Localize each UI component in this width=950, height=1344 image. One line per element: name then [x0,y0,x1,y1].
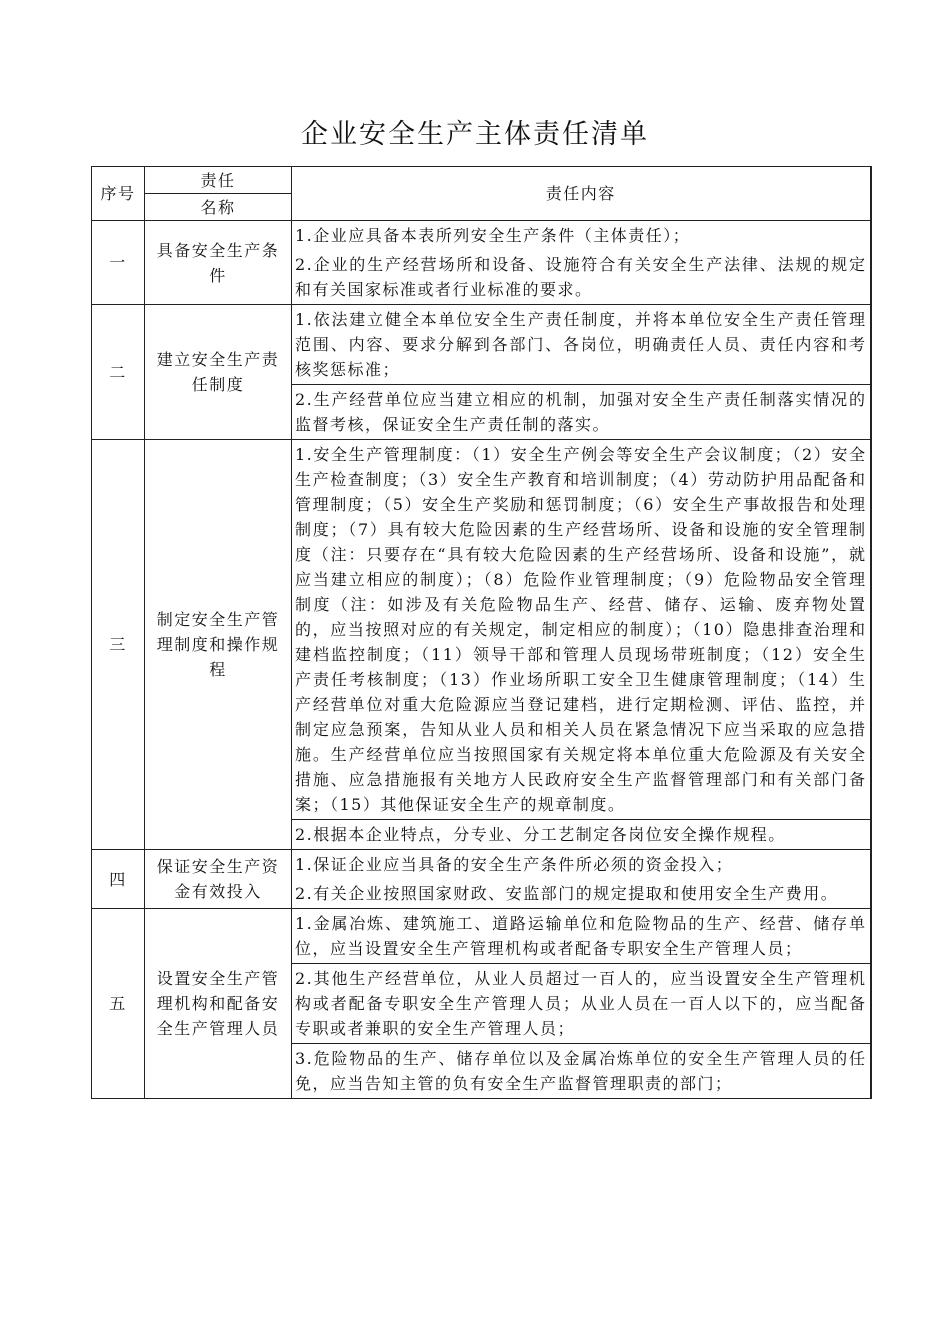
row-name: 具备安全生产条件 [145,221,292,305]
row-item: 1.安全生产管理制度：（1）安全生产例会等安全生产会议制度；（2）安全生产检查制度；（3）安全生产教育和培训制度；（4）劳动防护用品配备和管理制度；（5）安全生产奖励和惩罚制度；（6）安全生产事故报告和处理制度；（7）具有较大危险因素的生产经营场所、设备和设施的安全管理制度（注：只要存在“具有较大危险因素的生产经营场所、设备和设施”，就应当建立相应的制度）；（8）危险作业管理制度；（9）危险物品安全管理制度（注：如涉及有关危险物品生产、经营、储存、运输、废弃物处置的，应当按照对应的有关规定，制定相应的制度）；（10）隐患排查治理和建档监控制度；（11）领导干部和管理人员现场带班制度；（12）安全生产责任考核制度；（13）作业场所职工安全卫生健康管理制度；（14）生产经营单位对重大危险源应当登记建档，进行定期检测、评估、监控，并制定应急预案，告知从业人员和相关人员在紧急情况下应当采取的应急措施。生产经营单位应当按照国家有关规定将本单位重大危险源及有关安全措施、应急措施报有关地方人民政府安全生产监督管理部门和有关部门备案；（15）其他保证安全生产的规章制度。 [292,440,871,820]
page-title: 企业安全生产主体责任清单 [301,119,649,150]
row-number: 一 [92,221,145,305]
row-name: 制定安全生产管理制度和操作规程 [145,440,292,850]
row-item: 1.企业应具备本表所列安全生产条件（主体责任）； [292,221,871,251]
row-number: 五 [92,909,145,1099]
row-item: 1.保证企业应当具备的安全生产条件所必须的资金投入； [292,850,871,880]
table-row [92,221,871,251]
row-name: 保证安全生产资金有效投入 [145,850,292,909]
table-row [92,909,871,964]
header-content: 责任内容 [292,167,871,221]
row-item: 2.其他生产经营单位，从业人员超过一百人的，应当设置安全生产管理机构或者配备专职安全生产管理人员；从业人员在一百人以下的，应当配备专职或者兼职的安全生产管理人员； [292,964,871,1044]
table-row [92,305,871,385]
row-item: 1.金属冶炼、建筑施工、道路运输单位和危险物品的生产、经营、储存单位，应当设置安全生产管理机构或者配备专职安全生产管理人员； [292,909,871,964]
table-row [92,850,871,880]
table-row [92,440,871,820]
row-item: 1.依法建立健全本单位安全生产责任制度，并将本单位安全生产责任管理范围、内容、要求分解到各部门、各岗位，明确责任人员、责任内容和考核奖惩标准； [292,305,871,385]
header-name-line2: 名称 [145,194,292,221]
header-number: 序号 [92,167,145,221]
row-number: 四 [92,850,145,909]
row-item: 2.根据本企业特点，分专业、分工艺制定各岗位安全操作规程。 [292,820,871,850]
row-name: 建立安全生产责任制度 [145,305,292,440]
row-number: 二 [92,305,145,440]
row-name: 设置安全生产管理机构和配备安全生产管理人员 [145,909,292,1099]
header-row [92,167,871,194]
row-item: 2.生产经营单位应当建立相应的机制，加强对安全生产责任制落实情况的监督考核，保证安全生产责任制的落实。 [292,385,871,440]
row-number: 三 [92,440,145,850]
responsibility-table [91,166,872,1099]
header-name-line1: 责任 [145,167,292,194]
row-item: 2.企业的生产经营场所和设备、设施符合有关安全生产法律、法规的规定和有关国家标准或者行业标准的要求。 [292,250,871,305]
row-item: 2.有关企业按照国家财政、安监部门的规定提取和使用安全生产费用。 [292,879,871,909]
row-item: 3.危险物品的生产、储存单位以及金属冶炼单位的安全生产管理人员的任免，应当告知主管的负有安全生产监督管理职责的部门； [292,1044,871,1099]
